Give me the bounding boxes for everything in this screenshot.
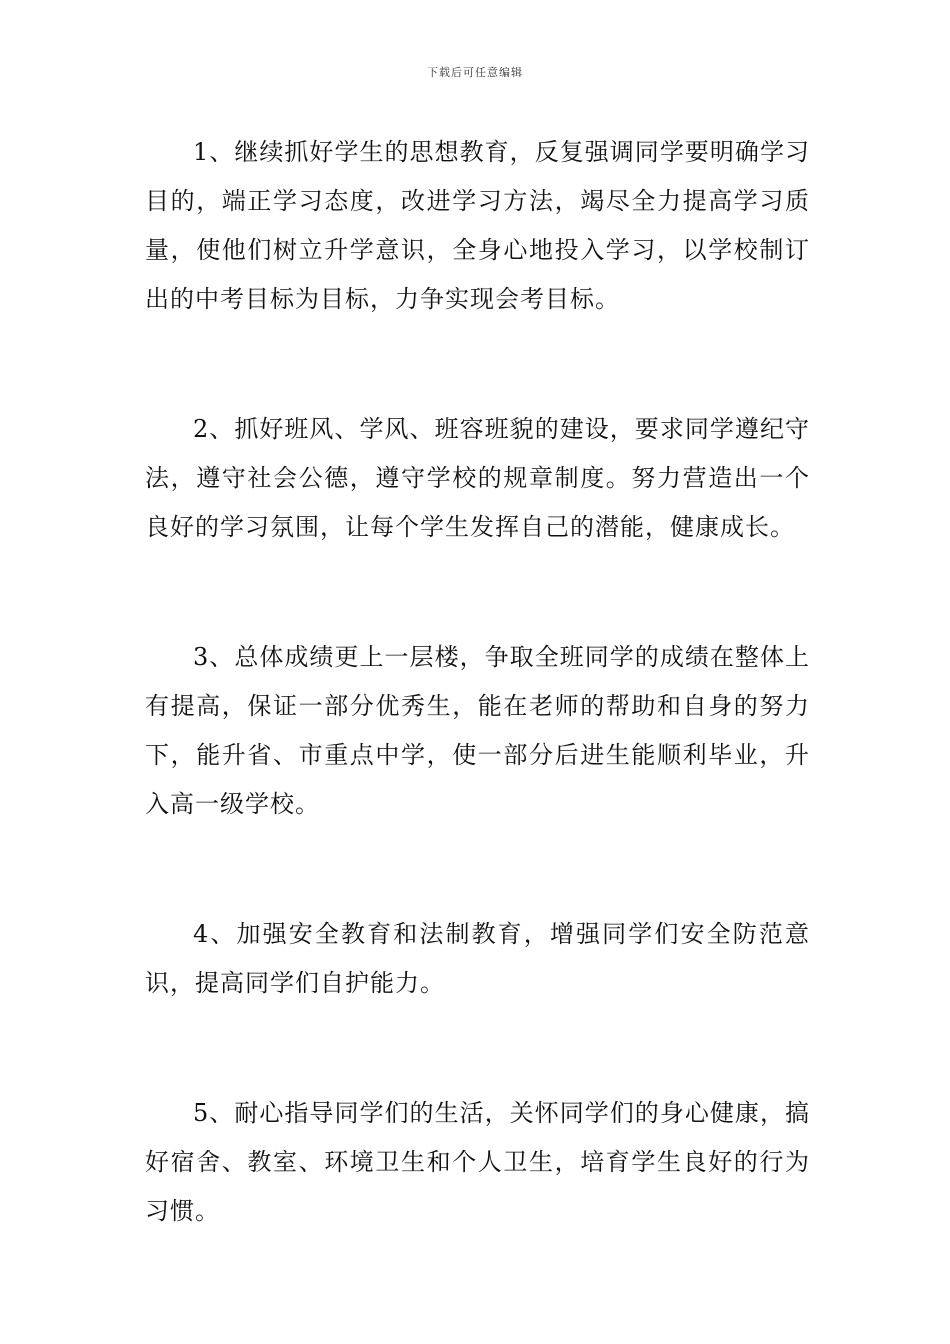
paragraph-2: 2、抓好班风、学风、班容班貌的建设，要求同学遵纪守法，遵守社会公德，遵守学校的规章制度。努力营造出一个良好的学习氛围，让每个学生发挥自己的潜能，健康成长。 — [145, 415, 810, 541]
paragraph-3: 3、总体成绩更上一层楼，争取全班同学的成绩在整体上有提高，保证一部分优秀生，能在老师的帮助和自身的努力下，能升省、市重点中学，使一部分后进生能顺利毕业，升入高一级学校。 — [145, 643, 810, 818]
header-note: 下载后可任意编辑 — [427, 66, 523, 79]
document-body — [145, 128, 810, 1236]
paragraph-1: 1、继续抓好学生的思想教育，反复强调同学要明确学习目的，端正学习态度，改进学习方法，竭尽全力提高学习质量，使他们树立升学意识，全身心地投入学习，以学校制订出的中考目标为目标，力争实现会考目标。 — [145, 138, 810, 313]
paragraph-4: 4、加强安全教育和法制教育，增强同学们安全防范意识，提高同学们自护能力。 — [145, 920, 810, 997]
paragraph-5: 5、耐心指导同学们的生活，关怀同学们的身心健康，搞好宿舍、教室、环境卫生和个人卫生，培育学生良好的行为习惯。 — [145, 1099, 810, 1225]
